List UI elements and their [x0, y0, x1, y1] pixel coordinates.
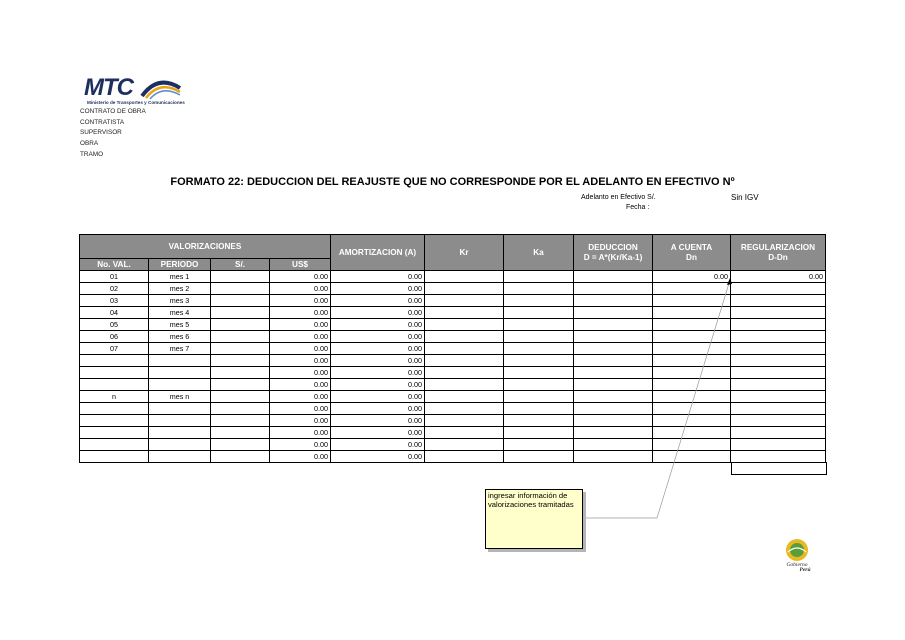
cell-amortizacion[interactable]: 0.00: [331, 283, 425, 295]
page-title: FORMATO 22: DEDUCCION DEL REAJUSTE QUE NO CORRESPONDE POR EL ADELANTO EN EFECTIVO Nº: [170, 176, 735, 188]
cell-periodo[interactable]: mes n: [149, 391, 211, 403]
cell-amortizacion[interactable]: 0.00: [331, 391, 425, 403]
cell-usd[interactable]: 0.00: [270, 415, 331, 427]
label-tramo: TRAMO: [80, 151, 104, 158]
sin-igv-label: Sin IGV: [731, 193, 759, 202]
cell-periodo[interactable]: mes 6: [149, 331, 211, 343]
header-soles: S/.: [211, 259, 270, 271]
cell-amortizacion[interactable]: 0.00: [331, 427, 425, 439]
cell-amortizacion[interactable]: 0.00: [331, 307, 425, 319]
cell-usd[interactable]: 0.00: [270, 379, 331, 391]
cell-no-val[interactable]: n: [80, 391, 149, 403]
cell-no-val[interactable]: 02: [80, 283, 149, 295]
cell-a-cuenta[interactable]: 0.00: [653, 271, 731, 283]
header-periodo: PERIODO: [149, 259, 211, 271]
label-supervisor: SUPERVISOR: [80, 129, 122, 136]
header-a-cuenta-line2: Dn: [686, 252, 697, 262]
label-obra: OBRA: [80, 140, 99, 147]
header-regularizacion-line1: REGULARIZACION: [740, 242, 816, 252]
cell-no-val[interactable]: 04: [80, 307, 149, 319]
comment-note[interactable]: ingresar información de valorizaciones tramitadas: [485, 489, 583, 549]
adelanto-label: Adelanto en Efectivo S/.: [581, 194, 656, 201]
cell-periodo[interactable]: mes 7: [149, 343, 211, 355]
cell-amortizacion[interactable]: 0.00: [331, 271, 425, 283]
cell-no-val[interactable]: 01: [80, 271, 149, 283]
cell-usd[interactable]: 0.00: [270, 295, 331, 307]
gobierno-logo-text: Gobierno: [786, 562, 808, 568]
cell-usd[interactable]: 0.00: [270, 391, 331, 403]
cell-amortizacion[interactable]: 0.00: [331, 379, 425, 391]
header-regularizacion-line2: D-Dn: [768, 252, 788, 262]
cell-usd[interactable]: 0.00: [270, 403, 331, 415]
logo-text: MTC: [84, 74, 133, 101]
cell-amortizacion[interactable]: 0.00: [331, 355, 425, 367]
cell-amortizacion[interactable]: 0.00: [331, 415, 425, 427]
cell-amortizacion[interactable]: 0.00: [331, 295, 425, 307]
cell-usd[interactable]: 0.00: [270, 367, 331, 379]
header-kr: Kr: [425, 235, 504, 271]
cell-usd[interactable]: 0.00: [270, 283, 331, 295]
gobierno-peru-logo-icon: [780, 536, 816, 572]
header-usd: US$: [270, 259, 331, 271]
cell-usd[interactable]: 0.00: [270, 427, 331, 439]
cell-periodo[interactable]: mes 4: [149, 307, 211, 319]
cell-usd[interactable]: 0.00: [270, 439, 331, 451]
cell-no-val[interactable]: 03: [80, 295, 149, 307]
cell-periodo[interactable]: mes 3: [149, 295, 211, 307]
header-no-val: No. VAL.: [80, 259, 149, 271]
cell-usd[interactable]: 0.00: [270, 451, 331, 463]
cell-amortizacion[interactable]: 0.00: [331, 331, 425, 343]
header-ka: Ka: [504, 235, 574, 271]
cell-amortizacion[interactable]: 0.00: [331, 403, 425, 415]
header-a-cuenta-line1: A CUENTA: [670, 242, 713, 252]
cell-periodo[interactable]: mes 2: [149, 283, 211, 295]
cell-no-val[interactable]: 05: [80, 319, 149, 331]
cell-no-val[interactable]: 07: [80, 343, 149, 355]
header-valorizaciones: VALORIZACIONES: [80, 235, 331, 259]
header-amortizacion: AMORTIZACION (A): [331, 235, 425, 271]
cell-usd[interactable]: 0.00: [270, 307, 331, 319]
cell-usd[interactable]: 0.00: [270, 319, 331, 331]
header-deduccion-line1: DEDUCCION: [588, 242, 638, 252]
label-contrato: CONTRATO DE OBRA: [80, 108, 146, 115]
cell-amortizacion[interactable]: 0.00: [331, 439, 425, 451]
cell-periodo[interactable]: mes 5: [149, 319, 211, 331]
cell-usd[interactable]: 0.00: [270, 331, 331, 343]
label-contratista: CONTRATISTA: [80, 119, 125, 126]
cell-periodo[interactable]: mes 1: [149, 271, 211, 283]
cell-amortizacion[interactable]: 0.00: [331, 343, 425, 355]
peru-logo-text: Perú: [799, 567, 811, 572]
fecha-label: Fecha :: [626, 204, 650, 211]
cell-usd[interactable]: 0.00: [270, 271, 331, 283]
cell-amortizacion[interactable]: 0.00: [331, 367, 425, 379]
cell-amortizacion[interactable]: 0.00: [331, 451, 425, 463]
cell-regularizacion[interactable]: 0.00: [731, 271, 826, 283]
logo-subtitle: Ministerio de Transportes y Comunicaciones: [87, 100, 185, 105]
cell-usd[interactable]: 0.00: [270, 343, 331, 355]
cell-no-val[interactable]: 06: [80, 331, 149, 343]
header-deduccion-line2: D = A*(Kr/Ka-1): [583, 252, 643, 262]
cell-usd[interactable]: 0.00: [270, 355, 331, 367]
cell-amortizacion[interactable]: 0.00: [331, 319, 425, 331]
